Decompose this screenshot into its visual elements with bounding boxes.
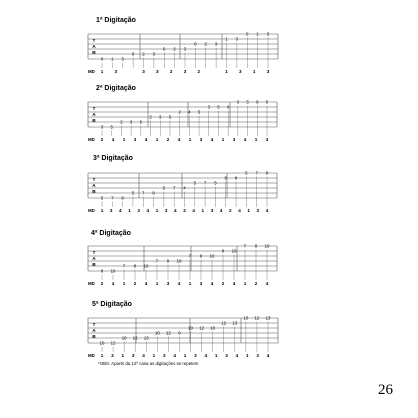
fret-number: 0 xyxy=(163,46,166,52)
finger-number: 1 xyxy=(252,69,256,74)
tab-letter: T xyxy=(92,251,96,256)
fret-number: 8 xyxy=(121,195,124,201)
fret-number: 2 xyxy=(204,41,207,47)
fret-number: 0 xyxy=(100,56,104,62)
tab-letter: T xyxy=(92,39,96,44)
fret-number: 3 xyxy=(207,104,210,110)
fret-number: 7 xyxy=(172,185,176,191)
finger-number: 4 xyxy=(146,208,150,213)
md-label: MD xyxy=(88,281,95,286)
tab-letter: B xyxy=(92,51,96,56)
fret-number: 10 xyxy=(210,325,216,331)
finger-number: 4 xyxy=(243,137,247,142)
finger-number: 1 xyxy=(128,208,131,213)
finger-number: 1 xyxy=(155,208,159,213)
fret-number: 12 xyxy=(166,330,171,336)
finger-number: 2 xyxy=(133,281,137,286)
fret-number: 10 xyxy=(99,340,105,346)
fret-number: 4 xyxy=(183,185,186,191)
finger-number: 1 xyxy=(100,69,104,74)
tab-letter: A xyxy=(92,45,96,50)
fret-number: 10 xyxy=(154,330,160,336)
fret-number: 12 xyxy=(132,335,138,341)
finger-number: 3 xyxy=(111,353,114,358)
fret-number: 10 xyxy=(188,325,193,331)
section-title-3: 3ª Digitação xyxy=(93,155,133,162)
finger-number: 1 xyxy=(155,281,159,286)
finger-number: 4 xyxy=(144,281,148,286)
finger-number: 4 xyxy=(219,208,223,213)
md-label: MD xyxy=(88,137,95,142)
finger-number: 2 xyxy=(183,208,186,213)
fret-number: 5 xyxy=(245,170,248,176)
finger-number: 4 xyxy=(177,281,181,286)
finger-number: 1 xyxy=(245,353,249,358)
tab-letter: A xyxy=(92,184,96,189)
finger-number: 1 xyxy=(122,281,126,286)
finger-number: 3 xyxy=(114,69,118,74)
finger-number: 4 xyxy=(210,137,214,142)
finger-number: 3 xyxy=(266,69,270,74)
fret-number: 0 xyxy=(194,41,197,47)
fret-number: 5 xyxy=(265,99,269,105)
finger-number: 4 xyxy=(142,353,145,358)
finger-number: 4 xyxy=(266,353,270,358)
fret-number: 12 xyxy=(221,320,227,326)
fret-number: 5 xyxy=(100,195,104,201)
fret-number: 7 xyxy=(203,180,207,186)
fret-number: 2 xyxy=(149,114,152,120)
finger-number: 1 xyxy=(100,208,104,213)
finger-number: 4 xyxy=(173,353,176,358)
finger-number: 1 xyxy=(122,137,126,142)
tab-letter: B xyxy=(92,263,96,268)
finger-number: 3 xyxy=(199,137,203,142)
finger-number: 4 xyxy=(174,208,177,213)
finger-number: 2 xyxy=(197,69,201,74)
finger-number: 1 xyxy=(152,353,156,358)
fret-number: 10 xyxy=(243,315,249,321)
finger-number: 3 xyxy=(239,69,242,74)
finger-number: 1 xyxy=(225,69,228,74)
finger-number: 1 xyxy=(183,353,187,358)
fret-number: 3 xyxy=(183,46,187,52)
finger-number: 1 xyxy=(243,281,247,286)
md-label: MD xyxy=(88,353,95,358)
fret-number: 1 xyxy=(256,31,259,37)
fret-number: 0 xyxy=(131,51,135,57)
finger-number: 3 xyxy=(137,208,140,213)
finger-number: 4 xyxy=(144,137,148,142)
tab-letter: A xyxy=(92,113,96,118)
finger-number: 4 xyxy=(235,353,239,358)
finger-number: 3 xyxy=(265,137,269,142)
fret-number: 1 xyxy=(225,36,228,42)
finger-number: 3 xyxy=(232,137,236,142)
fret-number: 8 xyxy=(221,248,225,254)
fret-number: 3 xyxy=(266,31,270,37)
finger-number: 2 xyxy=(100,137,104,142)
fret-number: 5 xyxy=(214,180,217,186)
fret-number: 2 xyxy=(178,109,181,115)
finger-number: 4 xyxy=(265,281,269,286)
tab-letter: B xyxy=(92,119,96,124)
finger-number: 3 xyxy=(199,281,203,286)
finger-number: 2 xyxy=(254,281,258,286)
fret-number: 5 xyxy=(168,114,172,120)
fret-number: 13 xyxy=(143,335,149,341)
fret-number: 10 xyxy=(143,263,149,269)
md-label: MD xyxy=(88,208,95,213)
fret-number: 3 xyxy=(236,99,240,105)
fret-number: 6 xyxy=(226,104,230,110)
fret-number: 9 xyxy=(178,330,181,336)
finger-number: 1 xyxy=(155,137,159,142)
finger-number: 1 xyxy=(214,353,218,358)
fret-number: 2 xyxy=(120,119,123,125)
finger-number: 3 xyxy=(194,353,197,358)
fret-number: 8 xyxy=(152,190,155,196)
finger-number: 1 xyxy=(247,208,250,213)
finger-number: 4 xyxy=(111,137,115,142)
fret-number: 5 xyxy=(217,104,220,110)
fret-number: 8 xyxy=(100,268,104,274)
finger-number: 3 xyxy=(131,353,135,358)
finger-number: 3 xyxy=(164,208,168,213)
finger-number: 3 xyxy=(156,69,159,74)
finger-number: 4 xyxy=(192,208,195,213)
tab-letter: B xyxy=(92,335,96,340)
section-title-1: 1ª Digitação xyxy=(96,17,136,24)
finger-number: 1 xyxy=(188,137,192,142)
finger-number: 1 xyxy=(254,137,258,142)
finger-number: 4 xyxy=(265,208,269,213)
fret-number: 6 xyxy=(256,99,259,105)
tab-letter: T xyxy=(92,107,96,112)
fret-number: 10 xyxy=(209,253,215,259)
fret-number: 3 xyxy=(235,36,239,42)
fret-number: 6 xyxy=(224,175,227,181)
fret-number: 10 xyxy=(110,268,116,274)
finger-number: 2 xyxy=(169,69,173,74)
page-number: 26 xyxy=(378,382,393,398)
finger-number: 2 xyxy=(100,281,104,286)
fret-number: 3 xyxy=(159,114,162,120)
finger-number: 3 xyxy=(225,353,228,358)
finger-number: 1 xyxy=(100,353,104,358)
fret-number: 7 xyxy=(188,253,192,259)
fret-number: 5 xyxy=(162,185,166,191)
fret-number: 10 xyxy=(264,243,270,249)
md-label: MD xyxy=(88,69,95,74)
fret-number: 9 xyxy=(199,253,203,259)
finger-number: 3 xyxy=(133,137,137,142)
finger-number: 3 xyxy=(142,69,145,74)
fret-number: 7 xyxy=(243,243,247,249)
finger-number: 1 xyxy=(221,137,225,142)
finger-number: 3 xyxy=(183,69,187,74)
fret-number: 5 xyxy=(139,119,143,125)
finger-number: 1 xyxy=(188,281,192,286)
fret-number: 3 xyxy=(121,56,124,62)
fret-number: 12 xyxy=(110,340,116,346)
fret-number: 7 xyxy=(255,170,258,176)
fret-number: 13 xyxy=(265,315,271,321)
fret-number: 3 xyxy=(100,124,104,130)
section-title-4: 4ª Digitação xyxy=(91,230,131,237)
finger-number: 2 xyxy=(221,281,225,286)
finger-number: 1 xyxy=(201,208,205,213)
tab-letter: A xyxy=(92,329,96,334)
fret-number: 1 xyxy=(111,56,114,62)
finger-number: 4 xyxy=(177,137,181,142)
fret-number: 5 xyxy=(131,190,135,196)
finger-number: 4 xyxy=(204,353,208,358)
section-title-2: 2ª Digitação xyxy=(96,85,136,92)
fret-number: 10 xyxy=(231,248,237,254)
fret-number: 3 xyxy=(152,51,156,57)
finger-number: 3 xyxy=(166,281,170,286)
fret-number: 8 xyxy=(254,243,258,249)
fret-number: 7 xyxy=(142,190,145,196)
finger-number: 3 xyxy=(256,208,260,213)
fret-number: 7 xyxy=(122,263,126,269)
fret-number: 2 xyxy=(173,46,176,52)
finger-number: 4 xyxy=(238,208,241,213)
fret-number: 7 xyxy=(155,258,159,264)
finger-number: 1 xyxy=(121,353,125,358)
fret-number: 8 xyxy=(234,175,238,181)
fret-number: 0 xyxy=(246,31,249,37)
finger-number: 4 xyxy=(232,281,236,286)
fingering-note: *OBS: Apartir da 12ª casa as digitações se repetem xyxy=(98,361,199,366)
fret-number: 13 xyxy=(232,320,238,326)
finger-number: 2 xyxy=(229,208,232,213)
tab-letter: T xyxy=(92,323,96,328)
fret-number: 4 xyxy=(188,109,191,115)
fret-number: 5 xyxy=(110,124,113,130)
finger-number: 2 xyxy=(166,137,170,142)
fret-number: 12 xyxy=(254,315,260,321)
fret-number: 7 xyxy=(111,195,114,201)
fret-number: 5 xyxy=(193,180,197,186)
tab-letter: A xyxy=(92,257,96,262)
fret-number: 5 xyxy=(246,99,249,105)
fret-number: 5 xyxy=(197,109,201,115)
section-title-5: 5ª Digitação xyxy=(92,301,132,308)
fret-number: 2 xyxy=(142,51,145,57)
fret-number: 8 xyxy=(133,263,137,269)
finger-number: 3 xyxy=(256,353,259,358)
fret-number: 12 xyxy=(199,325,204,331)
finger-number: 4 xyxy=(111,281,115,286)
finger-number: 3 xyxy=(210,208,214,213)
finger-number: 3 xyxy=(162,353,166,358)
fret-number: 10 xyxy=(176,258,182,264)
tab-letter: T xyxy=(92,178,96,183)
tab-letter: B xyxy=(92,190,96,195)
finger-number: 4 xyxy=(210,281,214,286)
fret-number: 3 xyxy=(214,41,218,47)
fret-number: 8 xyxy=(265,170,269,176)
fret-number: 9 xyxy=(166,258,170,264)
fret-number: 10 xyxy=(121,335,127,341)
finger-number: 4 xyxy=(119,208,122,213)
fret-number: 3 xyxy=(129,119,133,125)
finger-number: 3 xyxy=(109,208,113,213)
